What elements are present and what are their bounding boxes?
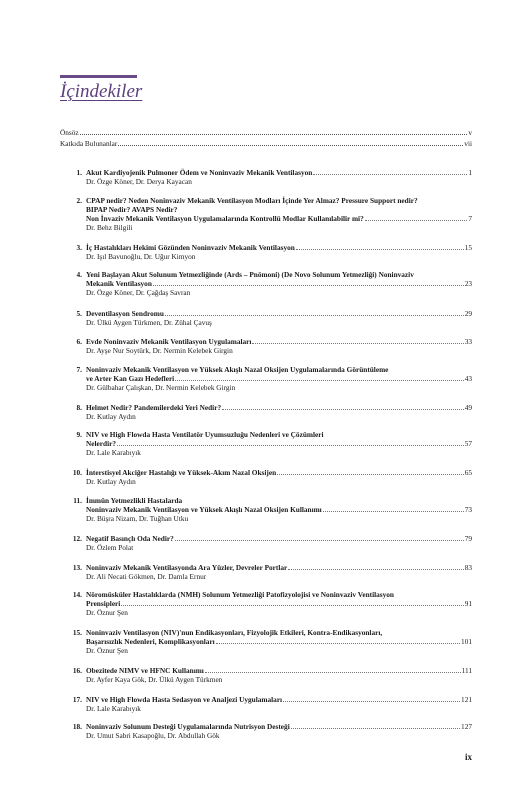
chapter-page-number: 23 <box>464 279 472 288</box>
chapter-number: 17. <box>72 695 82 704</box>
chapter-title-row <box>86 214 472 223</box>
chapter-page-number: 101 <box>461 637 472 646</box>
chapter-title-line: Helmet Nedir? Pandemilerdeki Yeri Nedir? <box>86 403 222 412</box>
front-matter-item[interactable] <box>60 139 472 148</box>
chapter-authors: Dr. Behz Bilgili <box>86 223 133 232</box>
chapter-body <box>86 590 472 617</box>
front-matter-page: v <box>468 128 472 137</box>
chapter-page-number: 33 <box>464 337 472 346</box>
chapter-title-line: CPAP nedir? Neden Noninvaziv Mekanik Ventilasyon Modları İçinde Yer Almaz? Pressure Support nedir? <box>86 196 418 205</box>
chapter-title-line: Non İnvaziv Mekanik Ventilasyon Uygulamalarında Kontrollü Modlar Kullanılabilir mi? <box>86 214 364 223</box>
leader-dots <box>121 599 463 606</box>
chapter-authors: Dr. Özge Köner, Dr. Çağdaş Savran <box>86 288 191 297</box>
title-accent-bar <box>60 75 137 78</box>
chapter-number: 4. <box>76 270 82 279</box>
chapter-title-line: Noninvaziv Mekanik Ventilasyon ve Yüksek Akışlı Nazal Oksijen Uygulamalarında Görüntüleme <box>86 365 389 374</box>
chapter-title-line: İmmün Yetmezlikli Hastalarda <box>86 496 183 505</box>
chapter-body <box>86 243 472 261</box>
chapter-authors: Dr. Ayfer Kaya Gök, Dr. Ülkü Aygen Türkmen <box>86 675 223 684</box>
chapter-number: 2. <box>76 196 82 205</box>
chapter-page-number: 127 <box>461 722 472 731</box>
chapter-body <box>86 563 472 581</box>
chapter-body <box>86 496 472 523</box>
chapter-body <box>86 628 472 655</box>
leader-dots <box>80 128 468 135</box>
chapter-page-number: 79 <box>464 534 472 543</box>
leader-dots <box>323 505 464 512</box>
chapter-title-line: NIV ve High Flowda Hasta Sedasyon ve Analjezi Uygulamaları <box>86 695 283 704</box>
leader-dots <box>288 563 463 570</box>
chapter-title-line: NIV ve High Flowda Hasta Ventilatör Uyumsuzluğu Nedenleri ve Çözümleri <box>86 430 324 439</box>
chapter-number: 1. <box>76 168 82 177</box>
chapter-title-row <box>86 243 472 252</box>
chapter-number: 11. <box>73 496 82 505</box>
chapter-authors: Dr. Büşra Nizam, Dr. Tuğhan Utku <box>86 514 189 523</box>
chapter-title-row <box>86 505 472 514</box>
leader-dots <box>252 337 463 344</box>
chapter-authors: Dr. Özge Köner, Dr. Derya Kayacan <box>86 177 192 186</box>
chapter-title-row <box>86 279 472 288</box>
chapter-number: 13. <box>72 563 82 572</box>
chapter-number: 9. <box>76 430 82 439</box>
chapter-page-number: 1 <box>468 168 472 177</box>
leader-dots <box>313 168 467 175</box>
chapter-number: 10. <box>72 468 82 477</box>
chapter-title-row <box>86 439 472 448</box>
front-matter-title: Katkıda Bulunanlar <box>60 139 118 148</box>
chapter-authors: Dr. Ali Necati Gökmen, Dr. Damla Ernur <box>86 572 207 581</box>
leader-dots <box>165 309 464 316</box>
chapter-title-line: Yeni Başlayan Akut Solunum Yetmezliğinde (Ards – Pnömoni) (De Novo Solunum Yetmezliği) Noninvaziv <box>86 270 414 279</box>
chapter-title-line: Deventilasyon Sendromu <box>86 309 164 318</box>
chapter-authors: Dr. Umut Sabri Kasapoğlu, Dr. Abdullah Gök <box>86 731 220 740</box>
chapter-authors: Dr. Lale Karabıyık <box>86 448 141 457</box>
chapter-number: 15. <box>72 628 82 637</box>
chapter-number: 3. <box>76 243 82 252</box>
chapter-page-number: 15 <box>464 243 472 252</box>
chapter-title-row <box>86 337 472 346</box>
chapter-page-number: 121 <box>461 695 472 704</box>
chapter-title-line: ve Arter Kan Gazı Hedefleri <box>86 374 175 383</box>
chapter-page-number: 65 <box>464 468 472 477</box>
chapter-title-line: İnterstisyel Akciğer Hastalığı ve Yüksek-Akım Nazal Oksijen <box>86 468 277 477</box>
chapter-title-line: Nelerdir? <box>86 439 116 448</box>
leader-dots <box>365 214 468 221</box>
chapter-body <box>86 534 472 552</box>
chapter-authors: Dr. Ülkü Aygen Türkmen, Dr. Zühal Çavuş <box>86 318 212 327</box>
chapter-title-row <box>86 599 472 608</box>
leader-dots <box>117 439 464 446</box>
leader-dots <box>222 403 464 410</box>
chapter-body <box>86 666 472 684</box>
chapter-title-row <box>86 168 472 177</box>
leader-dots <box>175 374 463 381</box>
chapter-title-line: Negatif Basınçlı Oda Nedir? <box>86 534 174 543</box>
chapter-page-number: 49 <box>464 403 472 412</box>
chapter-body <box>86 270 472 297</box>
chapter-body <box>86 337 472 355</box>
chapter-page-number: 91 <box>464 599 472 608</box>
chapter-page-number: 43 <box>464 374 472 383</box>
chapter-page-number: 73 <box>464 505 472 514</box>
chapter-body <box>86 430 472 457</box>
leader-dots <box>291 722 460 729</box>
front-matter-title: Önsöz <box>60 128 79 137</box>
chapter-number: 12. <box>72 534 82 543</box>
chapter-title-row <box>86 722 472 731</box>
chapter-title-row <box>86 468 472 477</box>
chapter-authors: Dr. Özlem Polat <box>86 543 134 552</box>
chapter-title-row <box>86 534 472 543</box>
chapter-title-line: Obezitede NIMV ve HFNC Kullanımı <box>86 666 204 675</box>
page-title: İçindekiler <box>60 81 143 102</box>
chapter-body <box>86 168 472 186</box>
chapter-authors: Dr. Gülbahar Çalışkan, Dr. Nermin Kelebek Girgin <box>86 383 236 392</box>
chapter-authors: Dr. Öznur Şen <box>86 646 128 655</box>
chapter-title-line: Evde Noninvaziv Mekanik Ventilasyon Uygulamaları <box>86 337 252 346</box>
chapter-number: 5. <box>76 309 82 318</box>
chapter-title-row <box>86 563 472 572</box>
leader-dots <box>277 468 464 475</box>
chapter-title-row <box>86 637 472 646</box>
chapter-number: 18. <box>72 722 82 731</box>
page-number: ix <box>464 752 472 762</box>
chapter-body <box>86 722 472 740</box>
front-matter-page: vii <box>464 139 472 148</box>
chapter-body <box>86 309 472 327</box>
chapter-number: 6. <box>76 337 82 346</box>
chapter-title-line: BIPAP Nedir? AVAPS Nedir? <box>86 205 178 214</box>
chapter-title-line: Noninvaziv Solunum Desteği Uygulamalarında Nutrisyon Desteği <box>86 722 290 731</box>
chapter-title-row <box>86 666 472 675</box>
chapter-authors: Dr. Kutlay Aydın <box>86 477 136 486</box>
chapter-title-line: Nöromüsküler Hastalıklarda (NMH) Solunum Yetmezliği Patofizyolojisi ve Noninvaziv Ventilasyon <box>86 590 394 599</box>
chapter-page-number: 57 <box>464 439 472 448</box>
chapter-title-line: Prensipleri <box>86 599 121 608</box>
chapter-title-row <box>86 403 472 412</box>
chapter-title-row <box>86 695 472 704</box>
chapter-authors: Dr. Öznur Şen <box>86 608 128 617</box>
leader-dots <box>283 695 460 702</box>
chapter-number: 14. <box>72 590 82 599</box>
chapter-page-number: 111 <box>461 666 472 675</box>
leader-dots <box>296 243 464 250</box>
chapter-body <box>86 365 472 392</box>
chapter-title-line: Noninvaziv Mekanik Ventilasyonda Ara Yüzler, Devreler Portlar <box>86 563 288 572</box>
leader-dots <box>118 139 463 146</box>
chapter-title-line: Başarısızlık Nedenleri, Komplikasyonları <box>86 637 215 646</box>
chapter-body <box>86 403 472 421</box>
chapter-authors: Dr. Ayşe Nur Soytürk, Dr. Nermin Kelebek Girgin <box>86 346 233 355</box>
chapter-body <box>86 196 472 232</box>
chapter-title-line: Akut Kardiyojenik Pulmoner Ödem ve Noninvaziv Mekanik Ventilasyon <box>86 168 313 177</box>
chapter-title-line: Mekanik Ventilasyon <box>86 279 152 288</box>
chapter-title-line: Noninvaziv Ventilasyon (NIV)'nun Endikasyonları, Fizyolojik Etkileri, Kontra-Endikasyonları, <box>86 628 383 637</box>
chapter-page-number: 29 <box>464 309 472 318</box>
chapter-number: 16. <box>72 666 82 675</box>
chapter-body <box>86 468 472 486</box>
chapter-authors: Dr. Lale Karabıyık <box>86 704 141 713</box>
leader-dots <box>153 279 464 286</box>
leader-dots <box>175 534 464 541</box>
chapter-title-line: İç Hastalıkları Hekimi Gözünden Noninvaziv Mekanik Ventilasyon <box>86 243 295 252</box>
chapter-page-number: 7 <box>468 214 472 223</box>
front-matter-item[interactable] <box>60 128 472 137</box>
leader-dots <box>205 666 461 673</box>
chapter-title-row <box>86 374 472 383</box>
chapter-number: 8. <box>76 403 82 412</box>
chapter-title-line: Noninvaziv Mekanik Ventilasyon ve Yüksek Akışlı Nazal Oksijen Kullanımı <box>86 505 322 514</box>
chapter-authors: Dr. Kutlay Aydın <box>86 412 136 421</box>
chapter-title-row <box>86 309 472 318</box>
chapter-number: 7. <box>76 365 82 374</box>
chapter-page-number: 83 <box>464 563 472 572</box>
leader-dots <box>216 637 460 644</box>
chapter-authors: Dr. Işıl Bavunoğlu, Dr. Uğur Kimyon <box>86 252 196 261</box>
chapter-body <box>86 695 472 713</box>
